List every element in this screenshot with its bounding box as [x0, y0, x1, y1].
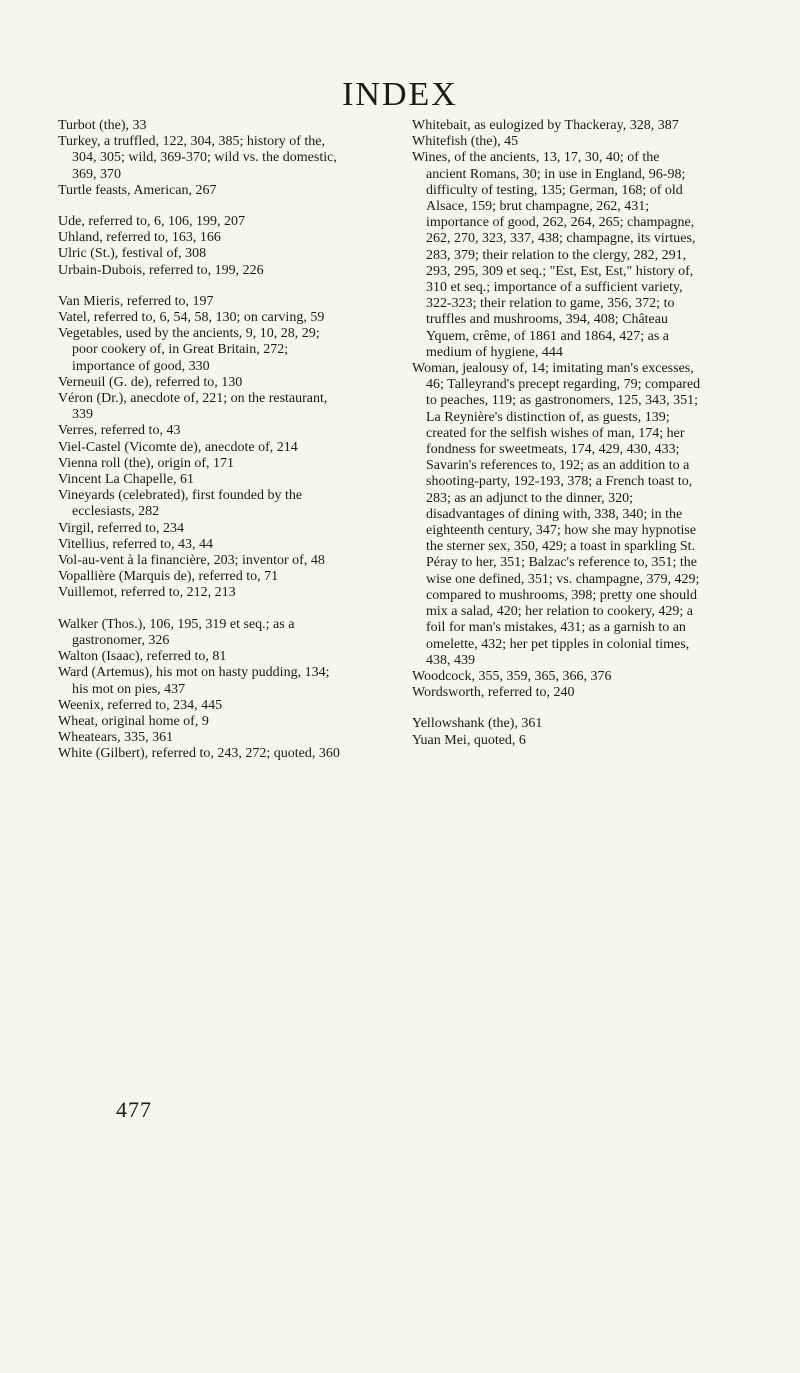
index-entry: Ulric (St.), festival of, 308: [58, 246, 207, 262]
index-entry: Viel-Castel (Vicomte de), anecdote of, 214: [58, 439, 298, 455]
index-entry: Vopallière (Marquis de), referred to, 71: [58, 569, 279, 585]
index-section-v: [58, 294, 348, 602]
index-entry: Weenix, referred to, 234, 445: [58, 697, 223, 713]
index-section-w: [58, 617, 348, 763]
index-entry: Woodcock, 355, 359, 365, 366, 376: [412, 668, 612, 684]
index-entry: Yellowshank (the), 361: [412, 716, 543, 732]
index-entry: Vuillemot, referred to, 212, 213: [58, 585, 236, 601]
index-entry: Verres, referred to, 43: [58, 423, 181, 439]
index-entry: Ude, referred to, 6, 106, 199, 207: [58, 214, 246, 230]
index-entry: Wheat, original home of, 9: [58, 713, 209, 729]
index-entry: Ward (Artemus), his mot on hasty pudding, 134; his mot on pies, 437: [58, 665, 330, 697]
index-entry: Whitefish (the), 45: [412, 134, 519, 150]
index-column-right: [412, 118, 702, 764]
index-entry: Turtle feasts, American, 267: [58, 182, 217, 198]
index-entry: Uhland, referred to, 163, 166: [58, 230, 221, 246]
page-title: INDEX: [342, 76, 458, 113]
index-entry: Wordsworth, referred to, 240: [412, 685, 575, 701]
index-entry: Vatel, referred to, 6, 54, 58, 130; on carving, 59: [58, 310, 325, 326]
index-entry: Vegetables, used by the ancients, 9, 10, 28, 29; poor cookery of, in Great Britain, 272; importance of good, 330: [58, 326, 320, 374]
index-entry: Turbot (the), 33: [58, 118, 147, 133]
index-section-y: [412, 716, 702, 748]
index-section-w-cont: [412, 118, 702, 701]
index-entry: Wines, of the ancients, 13, 17, 30, 40; of the ancient Romans, 30; in use in England, 96-98; difficulty of testing, 135; German, 168; of old Alsace, 159; brut champagne, 262, 431; importance of good, 262, 264, 265; champagne, 262, 270, 323, 337, 438; champagne, its virtues, 283, 379; their relation to the clergy, 282, 291, 293, 295, 309 et seq.; "Est, Est, Est," history of, 310 et seq.; importance of a sufficient variety, 322-323; their relation to game, 356, 372; to truffles and mushrooms, 394, 408; Château Yquem, crême, of 1861 and 1864, 427; as a medium of hygiene, 444: [412, 150, 696, 360]
index-entry: Vincent La Chapelle, 61: [58, 472, 195, 488]
index-entry: Turkey, a truffled, 122, 304, 385; history of the, 304, 305; wild, 369-370; wild vs. the domestic, 369, 370: [58, 134, 337, 182]
index-entry: Yuan Mei, quoted, 6: [412, 732, 526, 748]
index-entry: Véron (Dr.), anecdote of, 221; on the restaurant, 339: [58, 391, 328, 423]
index-section-u: [58, 214, 348, 279]
index-entry: Van Mieris, referred to, 197: [58, 293, 214, 309]
index-section-t: [58, 118, 348, 199]
index-entry: Vol-au-vent à la financière, 203; inventor of, 48: [58, 553, 325, 569]
index-entry: Vitellius, referred to, 43, 44: [58, 536, 214, 552]
index-entry: Whitebait, as eulogized by Thackeray, 328, 387: [412, 118, 679, 133]
index-entry: Virgil, referred to, 234: [58, 520, 185, 536]
page-number: 477: [116, 1097, 152, 1122]
index-entry: Verneuil (G. de), referred to, 130: [58, 374, 243, 390]
index-entry: Urbain-Dubois, referred to, 199, 226: [58, 262, 264, 278]
index-entry: Woman, jealousy of, 14; imitating man's excesses, 46; Talleyrand's precept regarding, 79; compared to peaches, 119; as gastronomers, 125, 343, 351; La Reynière's distinction of, as guests, 139; created for the selfish wishes of man, 174; her fondness for sweetmeats, 174, 429, 430, 433; Savarin's references to, 192; as an addition to a shooting-party, 192-193, 378; a French toast to, 283; as an adjunct to the dinner, 320; disadvantages of dining with, 338, 340; in the eighteenth century, 347; how she may hypnotise the sterner sex, 350, 429; a toast in sparkling St. Péray to her, 351; Balzac's reference to, 351; the wise one defined, 351; vs. champagne, 379, 429; compared to mushrooms, 398; pretty one should mix a salad, 420; her relation to cookery, 429; a foil for man's mistakes, 431; as a garnish to an omelette, 432; her pet tipples in colonial times, 438, 439: [412, 361, 701, 668]
index-column-left: [58, 118, 348, 778]
index-entry: Walker (Thos.), 106, 195, 319 et seq.; as a gastronomer, 326: [58, 616, 295, 648]
index-entry: Vienna roll (the), origin of, 171: [58, 455, 235, 471]
index-entry: Walton (Isaac), referred to, 81: [58, 649, 227, 665]
index-entry: Vineyards (celebrated), first founded by the ecclesiasts, 282: [58, 488, 303, 520]
index-entry: White (Gilbert), referred to, 243, 272; quoted, 360: [58, 746, 340, 762]
index-entry: Wheatears, 335, 361: [58, 730, 174, 746]
